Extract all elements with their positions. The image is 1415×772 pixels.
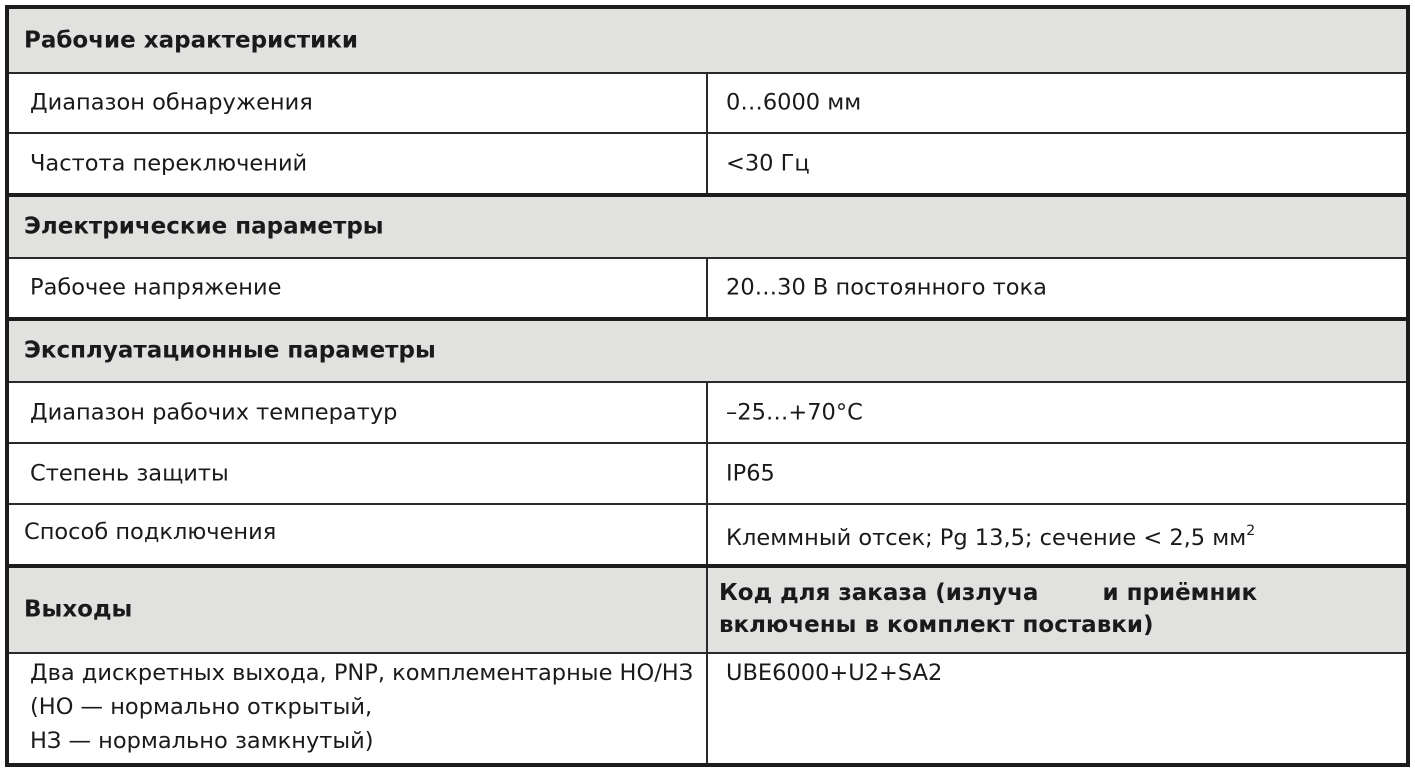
section-title: Рабочие характеристики: [24, 26, 359, 53]
order-code-header: [719, 577, 1257, 641]
section-header-exploitation: [9, 321, 1406, 381]
row-label: Степень защиты: [30, 459, 229, 486]
column-divider: [706, 568, 708, 763]
row-value: –25…+70°C: [726, 398, 863, 425]
superscript-2: 2: [1246, 522, 1256, 539]
connection-value-text: Клеммный отсек; Pg 13,5; сечение < 2,5 мм: [726, 524, 1247, 551]
row-value: [726, 522, 1256, 551]
column-divider: [706, 257, 708, 317]
desc-line: (НО — нормально открытый,: [30, 694, 373, 720]
row-label: Рабочее напряжение: [30, 274, 282, 301]
row-value: 20…30 В постоянного тока: [726, 274, 1047, 301]
order-code-header-line1: Код для заказа (излуча и приёмник: [719, 580, 1258, 606]
section-title: Выходы: [24, 596, 133, 623]
row-label: Диапазон обнаружения: [30, 89, 313, 116]
row-value: IP65: [726, 459, 775, 486]
row-value: 0…6000 мм: [726, 89, 862, 116]
outputs-description: [30, 656, 693, 758]
spec-table: [5, 5, 1410, 767]
row-value: <30 Гц: [726, 149, 810, 176]
order-code-value: UBE6000+U2+SA2: [726, 660, 943, 686]
row-label: Диапазон рабочих температур: [30, 398, 398, 425]
column-divider: [706, 381, 708, 564]
section-header-electrical: [9, 197, 1406, 257]
row-label: Частота переключений: [30, 149, 308, 176]
desc-line: Два дискретных выхода, PNP, комплементарные НО/НЗ: [30, 660, 694, 686]
column-divider: [706, 72, 708, 193]
row-label: Способ подключения: [24, 518, 277, 545]
section-title: Эксплуатационные параметры: [24, 337, 436, 364]
desc-line: НЗ — нормально замкнутый): [30, 728, 374, 754]
order-code-header-line2: включены в комплект поставки): [719, 612, 1154, 638]
section-title: Электрические параметры: [24, 213, 384, 240]
section-header-operating: [9, 9, 1406, 72]
